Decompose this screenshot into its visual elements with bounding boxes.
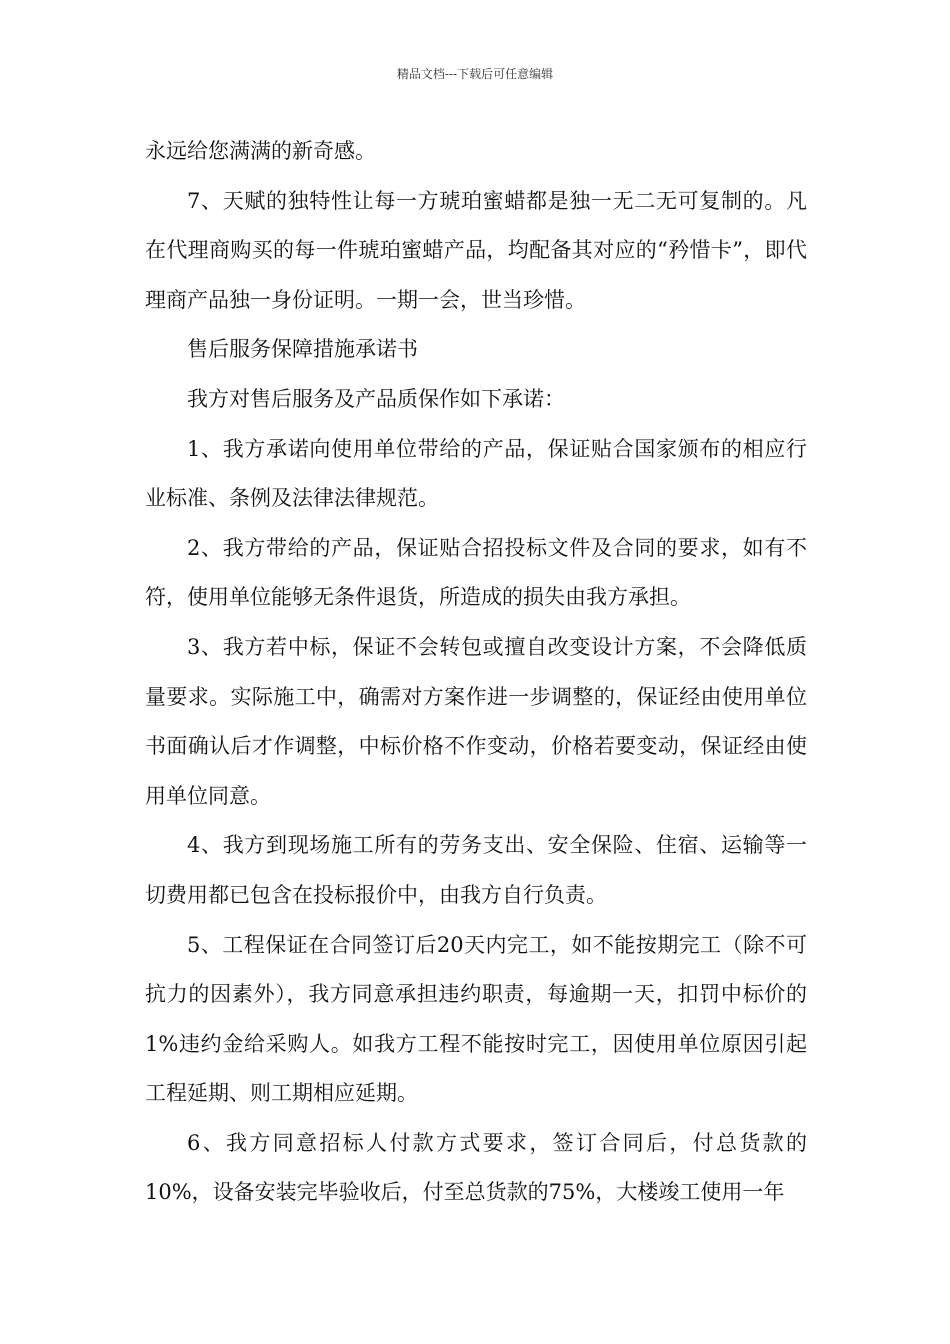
paragraph-item-7: 7、天赋的独特性让每一方琥珀蜜蜡都是独一无二无可复制的。凡在代理商购买的每一件琥珀蜜蜡产品，均配备其对应的“矜惜卡”，即代理商产品独一身份证明。一期一会，世当珍惜。 — [145, 188, 807, 312]
paragraph-item-6: 6、我方同意招标人付款方式要求，签订合同后，付总货款的10%，设备安装完毕验收后，付至总货款的75%，大楼竣工使用一年 — [145, 1130, 807, 1205]
paragraph-item-4: 4、我方到现场施工所有的劳务支出、安全保险、住宿、运输等一切费用都已包含在投标报价中，由我方自行负责。 — [145, 833, 807, 907]
paragraph-continuation: 永远给您满满的新奇感。 — [145, 139, 376, 163]
paragraph-item-1: 1、我方承诺向使用单位带给的产品，保证贴合国家颁布的相应行业标准、条例及法律法律规范。 — [145, 436, 807, 511]
document-body — [145, 127, 807, 1218]
paragraph-item-2: 2、我方带给的产品，保证贴合招投标文件及合同的要求，如有不符，使用单位能够无条件退货，所造成的损失由我方承担。 — [145, 535, 807, 610]
paragraph-item-3: 3、我方若中标，保证不会转包或擅自改变设计方案，不会降低质量要求。实际施工中，确需对方案作进一步调整的，保证经由使用单位书面确认后才作调整，中标价格不作变动，价格若要变动，保证经由使用单位同意。 — [145, 634, 807, 808]
section-heading: 售后服务保障措施承诺书 — [187, 337, 418, 362]
page-header: 精品文档---下载后可任意编辑 — [396, 67, 554, 81]
paragraph-intro: 我方对售后服务及产品质保作如下承诺： — [187, 386, 565, 411]
paragraph-item-5: 5、工程保证在合同签订后20天内完工，如不能按期完工（除不可抗力的因素外），我方同意承担违约职责，每逾期一天，扣罚中标价的1%违约金给采购人。如我方工程不能按时完工，因使用单位原因引起工程延期、则工期相应延期。 — [145, 932, 807, 1106]
